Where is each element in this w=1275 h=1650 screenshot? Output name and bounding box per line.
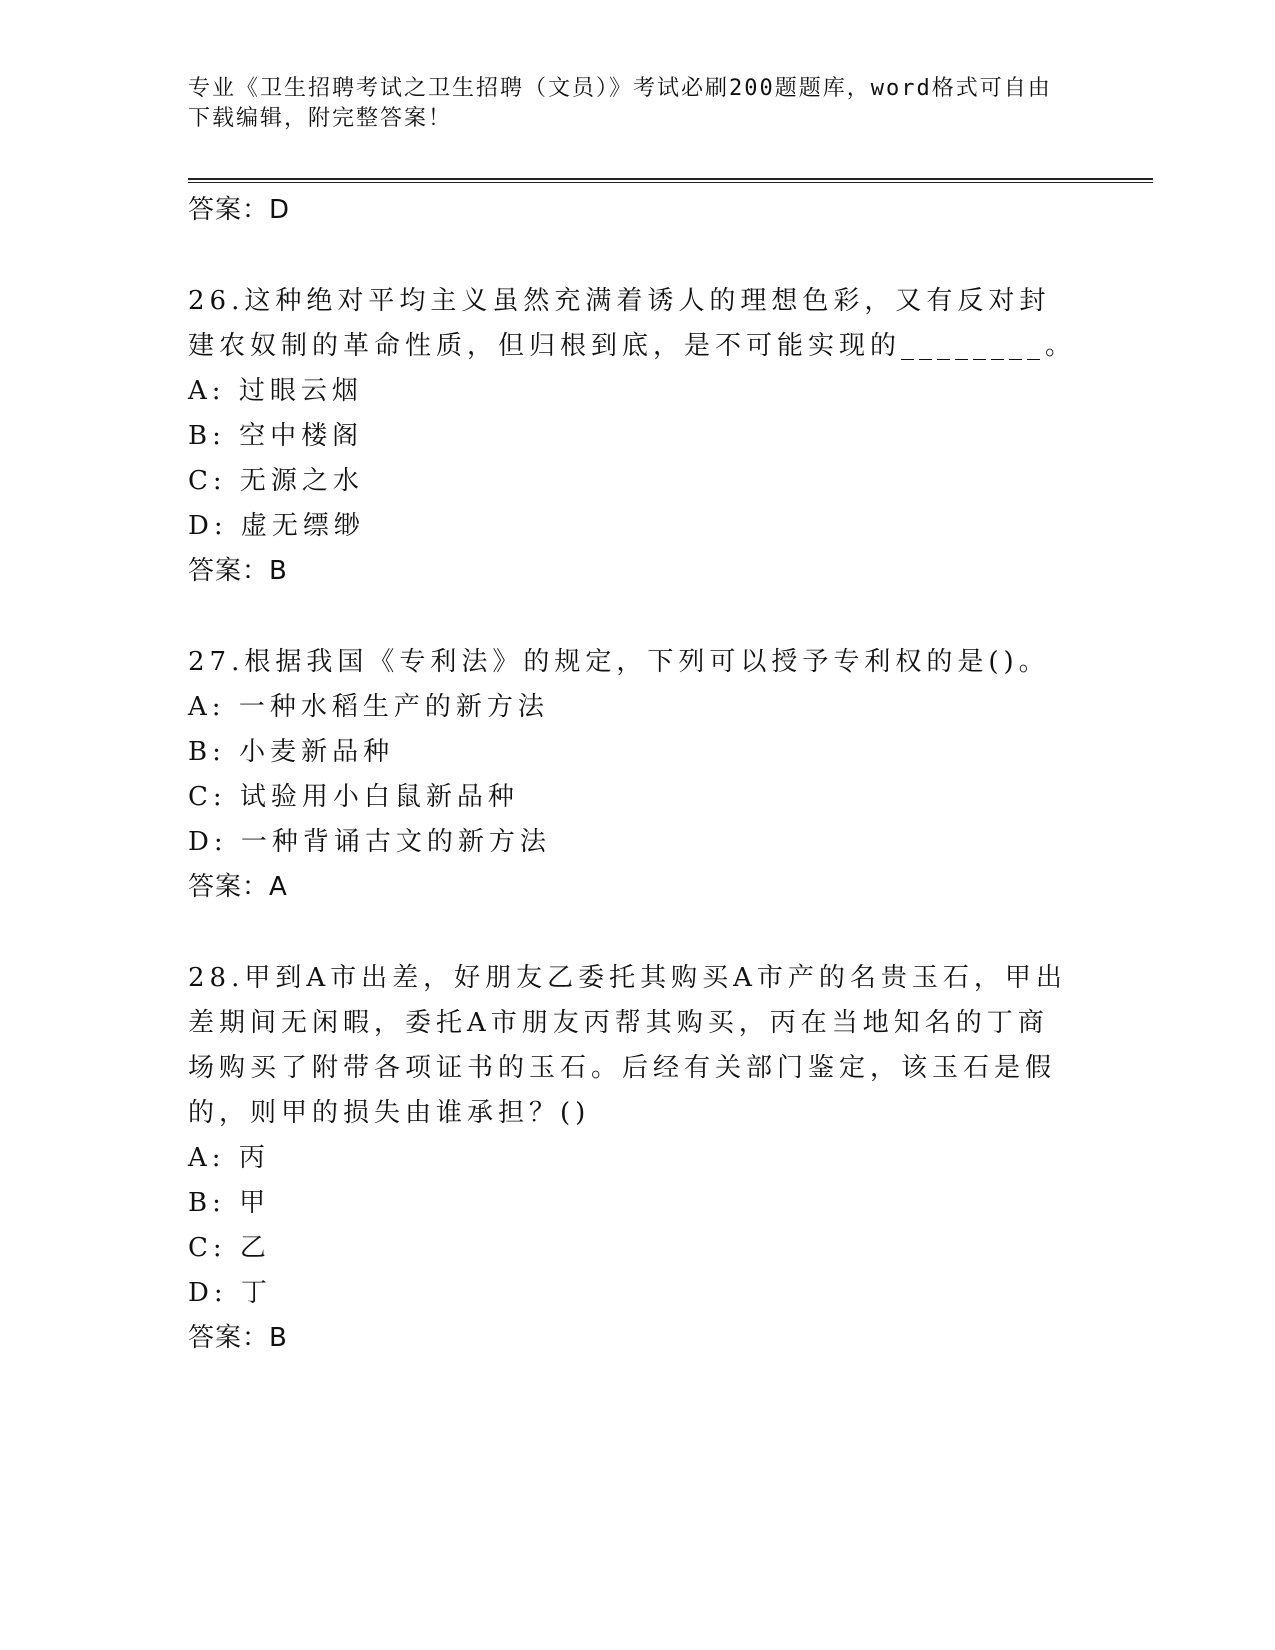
answer-label: 答案： [188, 556, 270, 586]
answer-label: 答案： [188, 1323, 270, 1353]
answer-label: 答案： [188, 872, 270, 902]
question-text: 甲到A市出差，好朋友乙委托其购买A市产的名贵玉石，甲出差期间无闲暇，委托A市朋友丙帮其购买，丙在当地知名的丁商场购买了附带各项证书的玉石。后经有关部门鉴定，该玉石是假的，则甲的损失由谁承担？() [188, 963, 1067, 1128]
answer-line [188, 188, 1088, 233]
answer-line [188, 865, 1088, 910]
option-letter: C: [188, 1233, 227, 1263]
option-text: 一种水稻生产的新方法 [238, 692, 549, 722]
option-d [188, 820, 1088, 865]
answer-line [188, 1316, 1088, 1361]
answer-value: B [269, 556, 288, 586]
option-letter: B: [188, 1188, 226, 1218]
question-26 [188, 279, 1088, 594]
question-28 [188, 956, 1088, 1361]
option-text: 丁 [240, 1278, 272, 1308]
option-letter: A: [188, 692, 226, 722]
option-b [188, 1181, 1088, 1226]
option-letter: A: [188, 1143, 226, 1173]
option-b [188, 730, 1088, 775]
option-c [188, 775, 1088, 820]
question-stem [188, 956, 1078, 1136]
option-text: 丙 [238, 1143, 270, 1173]
option-letter: B: [188, 737, 226, 767]
option-text: 过眼云烟 [238, 376, 363, 406]
question-text: 根据我国《专利法》的规定，下列可以授予专利权的是()。 [244, 647, 1050, 677]
option-a [188, 369, 1088, 414]
header-rule [188, 178, 1153, 180]
option-letter: A: [188, 376, 226, 406]
question-number: 27. [188, 647, 245, 677]
option-c [188, 1226, 1088, 1271]
option-letter: B: [188, 421, 226, 451]
question-list [188, 188, 1088, 1361]
question-text: 这种绝对平均主义虽然充满着诱人的理想色彩，又有反对封建农奴制的革命性质，但归根到底，是不可能实现的________。 [188, 286, 1077, 361]
question-stem [188, 279, 1078, 369]
header-rule-thin [188, 182, 1153, 183]
option-text: 试验用小白鼠新品种 [239, 782, 519, 812]
option-text: 一种背诵古文的新方法 [240, 827, 551, 857]
answer-value: A [269, 872, 288, 902]
option-letter: D: [188, 827, 228, 857]
option-text: 乙 [239, 1233, 271, 1263]
question-number: 26. [188, 286, 245, 316]
page-header: 专业《卫生招聘考试之卫生招聘（文员）》考试必刷200题题库，word格式可自由下载编辑，附完整答案！ [188, 76, 1052, 131]
option-c [188, 459, 1088, 504]
option-b [188, 414, 1088, 459]
option-letter: C: [188, 782, 227, 812]
option-d [188, 504, 1088, 549]
answer-value: D [269, 195, 291, 225]
option-d [188, 1271, 1088, 1316]
answer-label: 答案： [188, 195, 270, 225]
question-stem [188, 640, 1078, 685]
option-text: 甲 [239, 1188, 271, 1218]
option-a [188, 1136, 1088, 1181]
question-number: 28. [188, 963, 245, 993]
option-text: 虚无缥缈 [240, 511, 365, 541]
option-letter: C: [188, 466, 227, 496]
option-text: 小麦新品种 [239, 737, 395, 767]
option-letter: D: [188, 511, 228, 541]
option-text: 空中楼阁 [239, 421, 364, 451]
option-text: 无源之水 [239, 466, 364, 496]
answer-value: B [269, 1323, 288, 1353]
option-letter: D: [188, 1278, 228, 1308]
answer-line [188, 549, 1088, 594]
question-27 [188, 640, 1088, 910]
option-a [188, 685, 1088, 730]
